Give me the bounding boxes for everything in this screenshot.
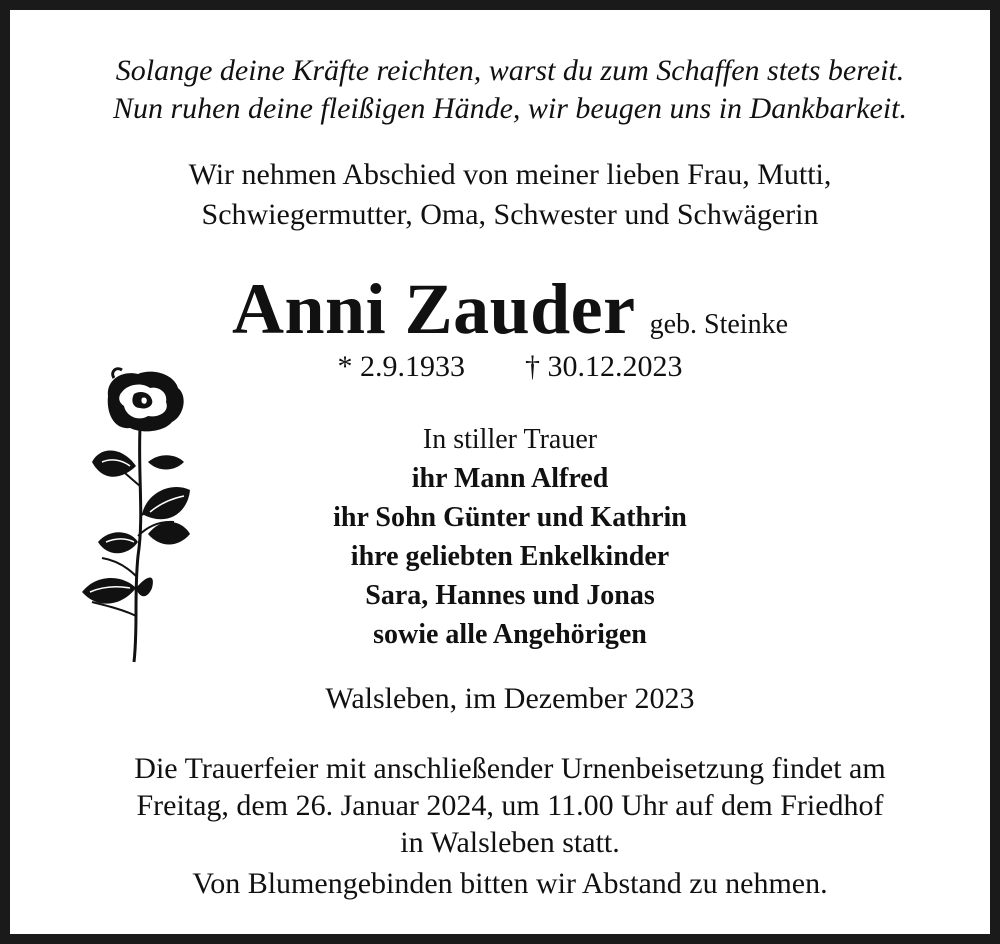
mourner-line-1: ihr Mann Alfred <box>411 463 609 494</box>
deceased-name: Anni Zauder <box>231 269 636 349</box>
funeral-line-1: Die Trauerfeier mit anschließender Urnenbeisetzung findet am <box>134 752 886 785</box>
death-date: † 30.12.2023 <box>525 350 683 383</box>
birth-date: * 2.9.1933 <box>337 350 465 383</box>
mourner-line-4: Sara, Hannes und Jonas <box>365 580 655 611</box>
place-date: Walsleben, im Dezember 2023 <box>325 682 695 715</box>
birth-name: geb. Steinke <box>649 309 789 340</box>
intro-line-1: Wir nehmen Abschied von meiner lieben Frau, Mutti, <box>188 158 832 191</box>
deceased-name-row <box>20 268 1000 351</box>
mourner-line-3: ihre geliebten Enkelkinder <box>350 541 670 572</box>
funeral-line-2: Freitag, dem 26. Januar 2024, um 11.00 Uhr auf dem Friedhof <box>136 789 884 822</box>
motto-line-1: Solange deine Kräfte reichten, warst du zum Schaffen stets bereit. <box>115 54 905 87</box>
mourner-line-5: sowie alle Angehörigen <box>373 619 647 650</box>
funeral-line-4: Von Blumengebinden bitten wir Abstand zu nehmen. <box>192 867 828 900</box>
motto-line-2: Nun ruhen deine fleißigen Hände, wir beugen uns in Dankbarkeit. <box>112 92 908 125</box>
mourners-heading: In stiller Trauer <box>422 424 598 455</box>
intro-line-2: Schwiegermutter, Oma, Schwester und Schwägerin <box>201 198 819 231</box>
mourner-line-2: ihr Sohn Günter und Kathrin <box>333 502 687 533</box>
funeral-line-3: in Walsleben statt. <box>400 826 620 859</box>
